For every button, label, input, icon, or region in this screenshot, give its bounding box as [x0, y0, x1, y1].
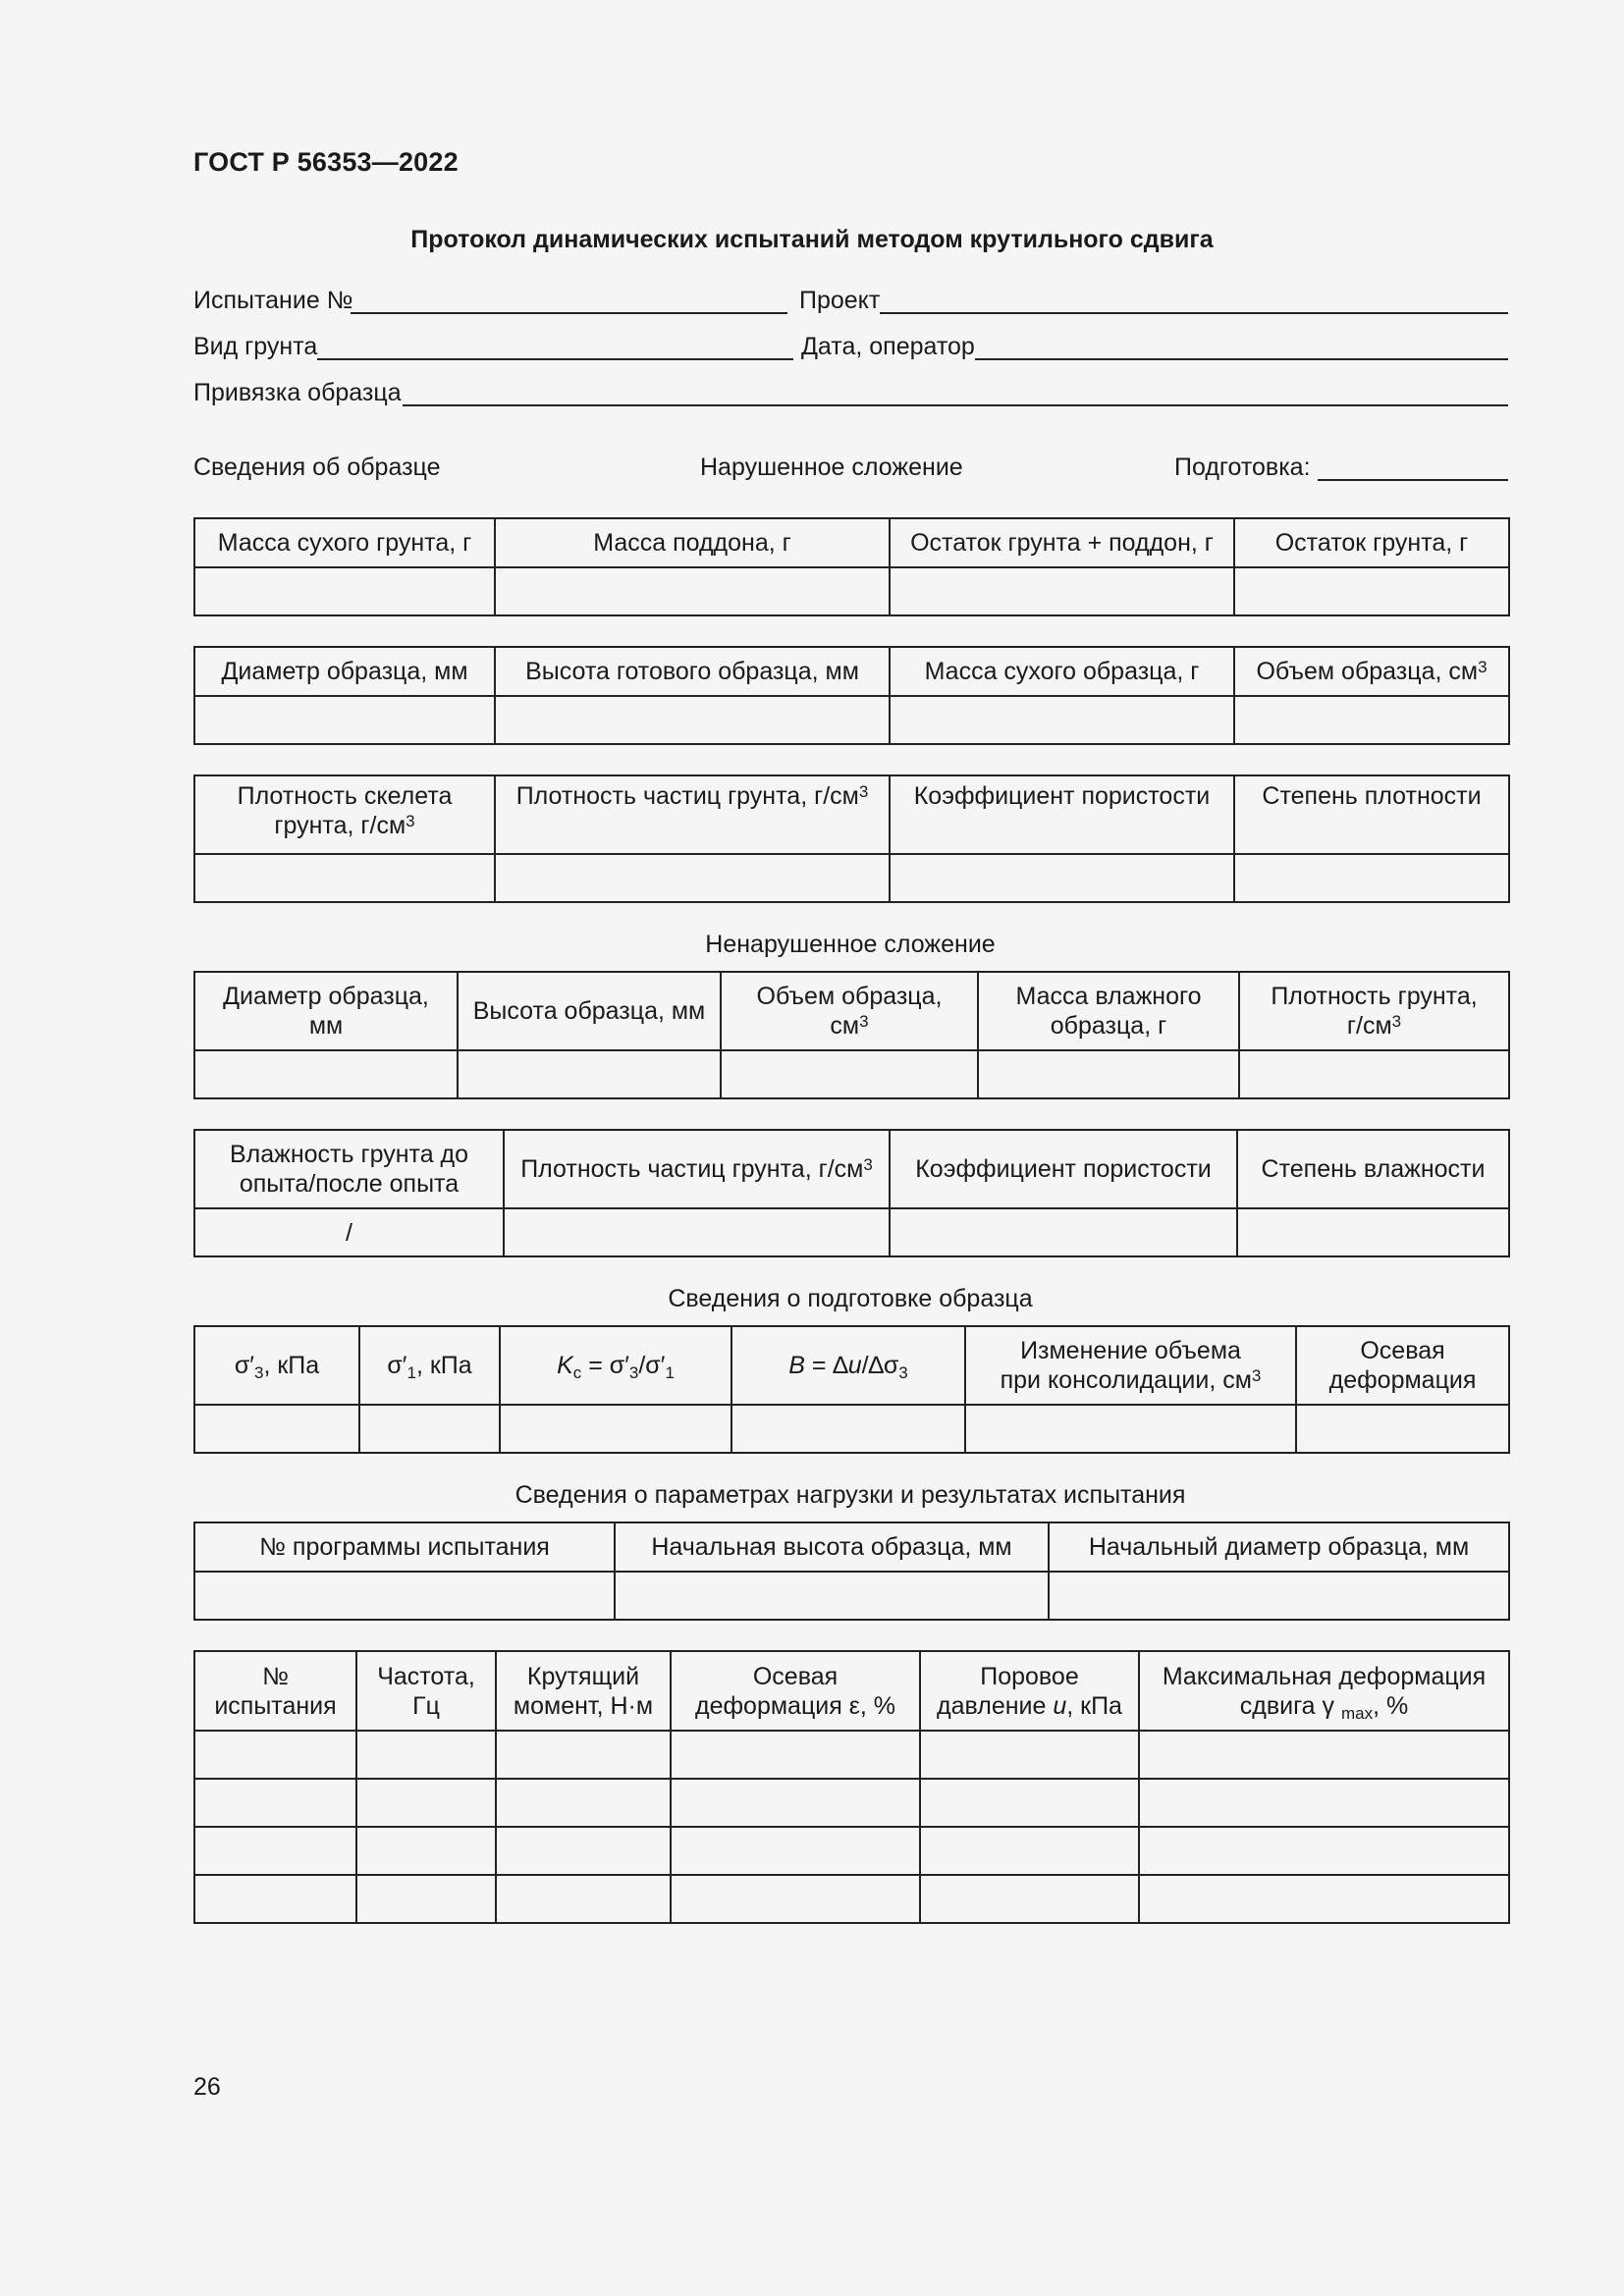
input-cell[interactable]: [671, 1779, 920, 1827]
disturbed-label: Нарушенное сложение: [700, 454, 963, 481]
input-cell[interactable]: [194, 854, 495, 902]
header-part: /σ′: [638, 1352, 666, 1379]
input-cell[interactable]: [496, 1875, 671, 1923]
header-part: сдвига γ: [1239, 1691, 1341, 1720]
preparation-line[interactable]: [1318, 479, 1508, 481]
preparation-heading: Сведения о подготовке образца: [668, 1285, 1033, 1312]
header-part: B: [788, 1352, 805, 1379]
superscript: 3: [1478, 658, 1488, 676]
header-line: см: [830, 1012, 860, 1040]
header-part: = σ′: [581, 1352, 629, 1379]
input-cell[interactable]: [356, 1731, 496, 1779]
moisture-table: [193, 1129, 1510, 1257]
header-cell: [671, 1651, 920, 1731]
header-cell: Степень плотности: [1234, 775, 1509, 854]
header-cell: [359, 1326, 500, 1405]
header-cell: Высота образца, мм: [458, 972, 721, 1050]
input-cell[interactable]: [671, 1827, 920, 1875]
input-cell[interactable]: [194, 1779, 356, 1827]
input-cell[interactable]: [359, 1405, 500, 1453]
results-table: [193, 1650, 1510, 1924]
input-cell[interactable]: [194, 1731, 356, 1779]
superscript: 3: [858, 782, 869, 801]
header-line: Частота,: [377, 1662, 475, 1690]
superscript: 3: [1251, 1366, 1262, 1385]
header-cell: [194, 1130, 504, 1208]
superscript: 3: [1391, 1012, 1402, 1031]
input-cell[interactable]: [496, 1827, 671, 1875]
header-line: Осевая: [1360, 1337, 1445, 1364]
header-cell: [504, 1130, 890, 1208]
header-line: при консолидации, см: [1000, 1366, 1252, 1394]
soil-type-label: Вид грунта: [193, 333, 318, 360]
header-line: №: [262, 1662, 289, 1690]
header-line: Масса влажного: [1015, 983, 1202, 1010]
input-cell[interactable]: [504, 1208, 890, 1256]
header-cell: Начальный диаметр образца, мм: [1049, 1522, 1509, 1572]
subscript: c: [572, 1363, 582, 1382]
header-line: Гц: [412, 1691, 440, 1720]
header-text: Объем образца, см: [1256, 658, 1479, 685]
date-operator-line[interactable]: [975, 358, 1508, 360]
header-cell: [1139, 1651, 1509, 1731]
input-cell[interactable]: [965, 1405, 1296, 1453]
header-line: Объем образца,: [756, 983, 943, 1010]
header-part: = ∆: [804, 1352, 848, 1379]
header-cell: [731, 1326, 965, 1405]
subscript: 3: [898, 1363, 908, 1382]
input-cell[interactable]: [1139, 1779, 1509, 1827]
header-cell: Высота готового образца, мм: [495, 647, 890, 696]
input-cell[interactable]: [495, 854, 890, 902]
header-line: Диаметр образца,: [223, 983, 429, 1010]
project-line[interactable]: [880, 312, 1508, 314]
header-cell: [965, 1326, 1296, 1405]
input-cell[interactable]: [1234, 696, 1509, 744]
input-cell[interactable]: [495, 567, 890, 615]
load-program-table: [193, 1522, 1510, 1621]
input-cell[interactable]: [920, 1827, 1139, 1875]
header-cell: [500, 1326, 731, 1405]
superscript: 3: [863, 1155, 873, 1174]
input-cell[interactable]: [1139, 1875, 1509, 1923]
input-cell[interactable]: [496, 1731, 671, 1779]
header-cell: [194, 1326, 359, 1405]
input-cell[interactable]: [194, 1050, 458, 1098]
input-cell[interactable]: [731, 1405, 965, 1453]
header-text: Плотность частиц грунта, г/см: [515, 782, 859, 810]
input-cell[interactable]: [1139, 1731, 1509, 1779]
header-part: /∆σ: [861, 1352, 899, 1379]
preparation-table: [193, 1325, 1510, 1454]
header-part: u: [1053, 1691, 1067, 1720]
header-cell: [721, 972, 978, 1050]
header-line: Влажность грунта до: [229, 1141, 469, 1168]
input-cell[interactable]: [1234, 854, 1509, 902]
input-cell[interactable]: [920, 1779, 1139, 1827]
header-part: , %: [1373, 1691, 1409, 1720]
header-cell: [194, 972, 458, 1050]
test-number-line[interactable]: [351, 312, 787, 314]
header-cell: Масса поддона, г: [495, 518, 890, 567]
load-params-heading: Сведения о параметрах нагрузки и результатах испытания: [514, 1481, 1186, 1509]
header-cell: Степень влажности: [1237, 1130, 1509, 1208]
header-cell: [356, 1651, 496, 1731]
header-cell: Коэффициент пористости: [890, 1130, 1237, 1208]
document-code: ГОСТ Р 56353—2022: [193, 147, 459, 177]
preparation-label: Подготовка:: [1174, 454, 1311, 481]
header-cell: № программы испытания: [194, 1522, 615, 1572]
header-cell: [495, 775, 890, 854]
header-line: Плотность грунта,: [1271, 983, 1478, 1010]
input-cell[interactable]: [1234, 567, 1509, 615]
header-cell: Масса сухого образца, г: [890, 647, 1234, 696]
header-cell: [496, 1651, 671, 1731]
input-cell[interactable]: [194, 1405, 359, 1453]
header-cell: Масса сухого грунта, г: [194, 518, 495, 567]
header-text: Плотность частиц грунта, г/см: [520, 1155, 864, 1183]
input-cell[interactable]: [458, 1050, 721, 1098]
header-line: деформация: [1328, 1366, 1477, 1394]
header-line: Плотность скелета: [237, 782, 453, 810]
header-line: момент, Н·м: [513, 1691, 654, 1720]
input-cell[interactable]: [194, 1827, 356, 1875]
input-cell[interactable]: [356, 1779, 496, 1827]
subscript: max: [1340, 1703, 1374, 1723]
input-cell[interactable]: [1296, 1405, 1509, 1453]
test-number-label: Испытание №: [193, 287, 353, 314]
header-part: , кПа: [1066, 1691, 1122, 1720]
header-cell: [1234, 647, 1509, 696]
input-cell[interactable]: [1237, 1208, 1509, 1256]
undisturbed-sample-table: [193, 971, 1510, 1099]
header-cell: [194, 775, 495, 854]
input-cell[interactable]: [495, 696, 890, 744]
project-label: Проект: [799, 287, 881, 314]
input-cell[interactable]: [890, 854, 1234, 902]
prepared-sample-table: [193, 646, 1510, 745]
undisturbed-heading: Ненарушенное сложение: [705, 931, 996, 958]
header-line: Крутящий: [526, 1662, 640, 1690]
input-cell[interactable]: [890, 1208, 1237, 1256]
moisture-before-after-cell[interactable]: /: [194, 1208, 504, 1256]
superscript: 3: [859, 1012, 869, 1031]
header-line: опыта/после опыта: [239, 1170, 460, 1198]
sample-ref-line[interactable]: [403, 404, 1508, 406]
subscript: 1: [665, 1363, 675, 1382]
input-cell[interactable]: [194, 1875, 356, 1923]
header-cell: Диаметр образца, мм: [194, 647, 495, 696]
header-part: K: [557, 1352, 573, 1379]
header-cell: Остаток грунта + поддон, г: [890, 518, 1234, 567]
header-line: деформация ε, %: [695, 1691, 895, 1720]
header-part: , кПа: [415, 1352, 472, 1379]
header-part: , кПа: [263, 1352, 320, 1379]
input-cell[interactable]: [356, 1875, 496, 1923]
header-line: грунта, г/см: [274, 812, 406, 839]
input-cell[interactable]: [194, 1572, 615, 1620]
subscript: 3: [253, 1363, 264, 1382]
input-cell[interactable]: [671, 1875, 920, 1923]
input-cell[interactable]: [496, 1779, 671, 1827]
superscript: 3: [406, 812, 415, 830]
input-cell[interactable]: [194, 696, 495, 744]
header-cell: [1239, 972, 1509, 1050]
header-cell: [1296, 1326, 1509, 1405]
header-cell: Остаток грунта, г: [1234, 518, 1509, 567]
header-part: давление: [937, 1691, 1054, 1720]
input-cell[interactable]: [920, 1875, 1139, 1923]
dry-soil-table: [193, 517, 1510, 616]
header-cell: Коэффициент пористости: [890, 775, 1234, 854]
header-cell: [920, 1651, 1139, 1731]
input-cell[interactable]: [194, 567, 495, 615]
header-line: испытания: [214, 1691, 337, 1720]
input-cell[interactable]: [890, 696, 1234, 744]
protocol-title: Протокол динамических испытаний методом крутильного сдвига: [410, 226, 1214, 253]
header-line: Осевая: [752, 1662, 839, 1690]
sample-ref-label: Привязка образца: [193, 379, 402, 406]
page-number: 26: [193, 2073, 221, 2101]
input-cell[interactable]: [356, 1827, 496, 1875]
header-part: σ′: [234, 1352, 254, 1379]
header-line: мм: [308, 1012, 344, 1040]
input-cell[interactable]: [1049, 1572, 1509, 1620]
header-cell: Начальная высота образца, мм: [615, 1522, 1049, 1572]
header-line: Поровое: [980, 1662, 1079, 1690]
soil-type-line[interactable]: [317, 358, 793, 360]
subscript: 3: [628, 1363, 639, 1382]
header-line: Максимальная деформация: [1162, 1662, 1487, 1690]
input-cell[interactable]: [890, 567, 1234, 615]
input-cell[interactable]: [721, 1050, 978, 1098]
density-table: [193, 774, 1510, 903]
date-operator-label: Дата, оператор: [801, 333, 975, 360]
input-cell[interactable]: [615, 1572, 1049, 1620]
header-part: σ′: [387, 1352, 407, 1379]
input-cell[interactable]: [1139, 1827, 1509, 1875]
sample-info-label: Сведения об образце: [193, 454, 441, 481]
header-line: образца, г: [1050, 1012, 1167, 1040]
input-cell[interactable]: [500, 1405, 731, 1453]
header-part: u: [847, 1352, 862, 1379]
header-cell: [978, 972, 1239, 1050]
input-cell[interactable]: [671, 1731, 920, 1779]
input-cell[interactable]: [978, 1050, 1239, 1098]
header-line: Изменение объема: [1020, 1337, 1241, 1364]
input-cell[interactable]: [920, 1731, 1139, 1779]
header-cell: [194, 1651, 356, 1731]
input-cell[interactable]: [1239, 1050, 1509, 1098]
header-line: г/см: [1346, 1012, 1392, 1040]
subscript: 1: [406, 1363, 416, 1382]
